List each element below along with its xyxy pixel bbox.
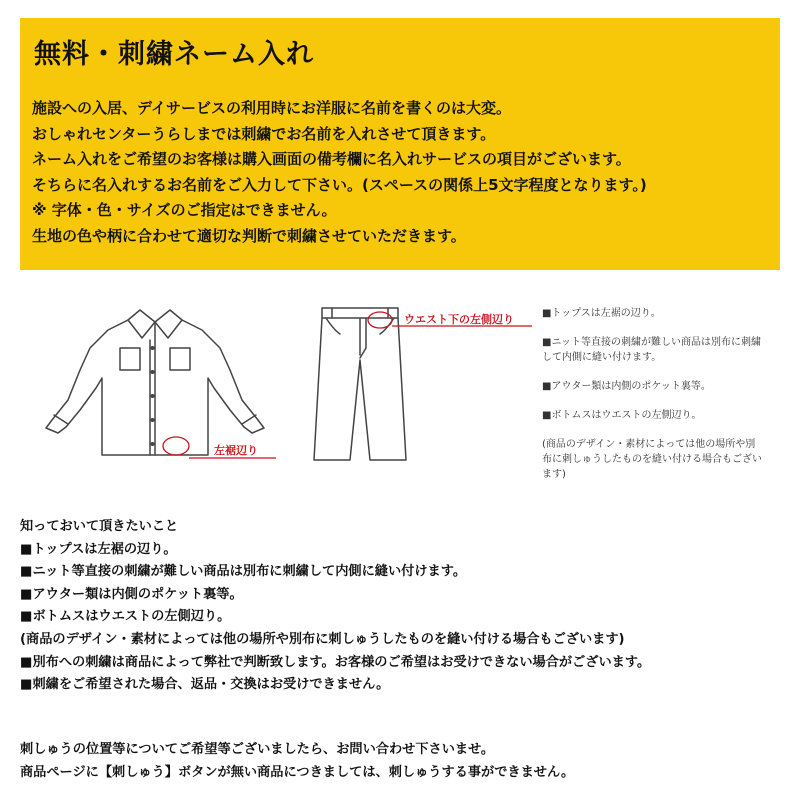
info-line: ■ニット等直接の刺繍が難しい商品は別布に刺繍して内側に縫い付けます。 xyxy=(20,564,467,580)
shirt-callout-label: 左裾辺り xyxy=(214,444,258,457)
banner-title: 無料・刺繍ネーム入れ xyxy=(34,39,314,70)
info-line: ■アウター類は内側のポケット裏等。 xyxy=(20,586,243,602)
contact-line: 商品ページに【刺しゅう】ボタンが無い商品につきましては、刺しゅうする事ができません。 xyxy=(20,764,575,780)
placement-note: (商品のデザイン・素材によっては他の場所や別布に刺しゅうしたものを縫い付ける場合もございます) xyxy=(542,439,762,480)
info-line: ■刺繍をご希望された場合、返品・交換はお受けできません。 xyxy=(20,677,390,693)
banner-line: そちらに名入れするお名前をご入力して下さい。(スペースの関係上5文字程度となります。) xyxy=(32,175,647,194)
banner-line: 生地の色や柄に合わせて適切な判断で刺繍させていただきます。 xyxy=(32,226,466,245)
info-line: ■トップスは左裾の辺り。 xyxy=(20,541,177,557)
banner-line: ※ 字体・色・サイズのご指定はできません。 xyxy=(32,201,337,220)
placement-note: ■トップスは左裾の辺り。 xyxy=(542,308,661,319)
promo-banner xyxy=(20,18,780,270)
banner-line: 施設への入居、デイサービスの利用時にお洋服に名前を書くのは大変。 xyxy=(32,99,511,117)
placement-note: ■アウター類は内側のポケット裏等。 xyxy=(542,381,711,392)
placement-note: ■ボトムスはウエストの左側辺り。 xyxy=(542,410,702,421)
info-line: ■ボトムスはウエストの左側辺り。 xyxy=(20,609,231,625)
contact-section xyxy=(20,739,790,784)
banner-text xyxy=(32,96,772,250)
placement-note: ■ニット等直接の刺繍が難しい商品は別布に刺繍して内側に縫い付けます。 xyxy=(542,337,762,363)
info-line: (商品のデザイン・素材によっては他の場所や別布に刺しゅうしたものを縫い付ける場合もございます) xyxy=(20,631,625,647)
banner-line: おしゃれセンターうらしまでは刺繍でお名前を入れさせて頂きます。 xyxy=(32,124,496,143)
contact-line: 刺しゅうの位置等についてご希望等ございましたら、お問い合わせ下さいませ。 xyxy=(20,742,495,757)
info-heading: 知っておいて頂きたいこと xyxy=(20,519,179,534)
info-section xyxy=(20,516,790,697)
info-line: ■別布への刺繍は商品によって弊社で判断致します。お客様のご希望はお受けできない場合がございます。 xyxy=(20,654,651,670)
pants-callout-label: ウエスト下の左側辺り xyxy=(404,313,514,326)
placement-notes xyxy=(542,306,762,496)
banner-line: ネーム入れをご希望のお客様は購入画面の備考欄に名入れサービスの項目がございます。 xyxy=(32,150,631,169)
